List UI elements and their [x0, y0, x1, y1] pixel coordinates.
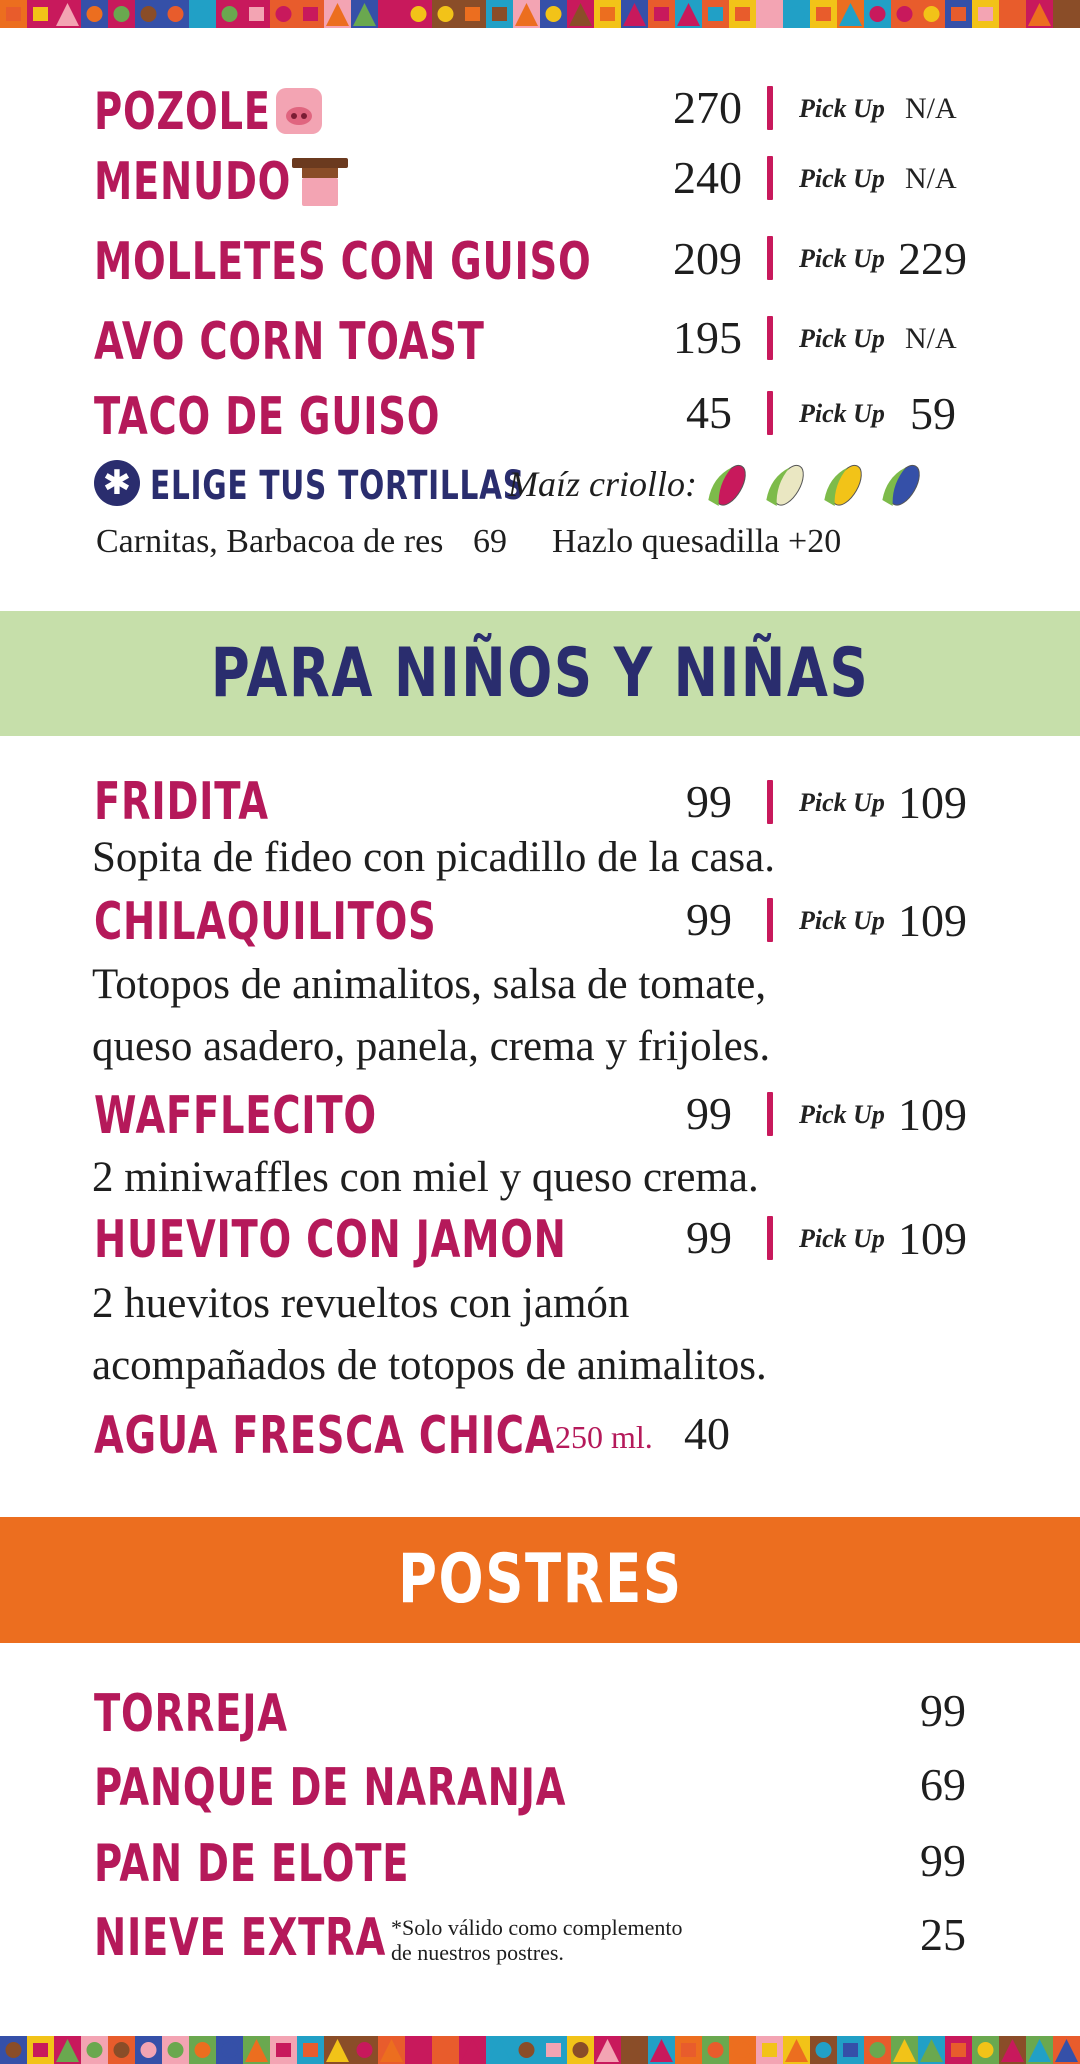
pattern-shape — [87, 6, 103, 22]
item-note: de nuestros postres. — [391, 1940, 564, 1965]
price: 99 — [686, 1088, 732, 1139]
pattern-shape — [141, 6, 157, 22]
menu-item-name-agua-fresca-chica: AGUA FRESCA CHICA — [94, 1406, 556, 1466]
pickup-price: N/A — [905, 92, 957, 125]
pickup-price: 109 — [898, 1213, 967, 1264]
menu-item-name-menudo: MENUDO — [94, 152, 292, 212]
pattern-shape — [411, 6, 427, 22]
pattern-shape — [276, 6, 292, 22]
pattern-shape — [978, 2042, 994, 2058]
fillings-text: Carnitas, Barbacoa de res — [96, 523, 444, 560]
pattern-shape — [438, 2043, 453, 2057]
decorative-pattern-top — [0, 0, 1080, 28]
pattern-shape — [789, 6, 805, 22]
menu-item-name-huevito-con-jamon: HUEVITO CON JAMON — [94, 1210, 567, 1270]
price: 25 — [920, 1909, 966, 1960]
item-description: queso asadero, panela, crema y frijoles. — [92, 1023, 771, 1070]
pattern-shape — [357, 2042, 373, 2058]
price-divider — [767, 86, 773, 130]
pickup-label: Pick Up — [799, 164, 885, 193]
price-divider — [767, 391, 773, 435]
pattern-shape — [654, 7, 669, 21]
price-divider — [767, 316, 773, 360]
item-description: Totopos de animalitos, salsa de tomate, — [92, 961, 767, 1008]
pattern-shape — [951, 7, 966, 21]
menu-item-name-nieve-extra: NIEVE EXTRA — [94, 1908, 387, 1968]
corn-icons — [700, 458, 930, 514]
pattern-shape — [6, 2042, 22, 2058]
pattern-shape — [519, 2042, 535, 2058]
menu-item-name-molletes: MOLLETES CON GUISO — [94, 232, 592, 292]
pattern-shape — [168, 2042, 184, 2058]
pattern-shape — [870, 6, 886, 22]
pattern-strip — [0, 0, 1080, 28]
pattern-shape — [222, 2042, 238, 2058]
pattern-shape — [546, 6, 562, 22]
pattern-shape — [924, 6, 940, 22]
asterisk-icon: ✱ — [94, 460, 140, 506]
price: 99 — [686, 776, 732, 827]
pattern-shape — [762, 2043, 777, 2057]
menu-item-name-wafflecito: WAFFLECITO — [94, 1086, 377, 1146]
section-title: PARA NIÑOS Y NIÑAS — [210, 633, 870, 713]
price-divider — [767, 1092, 773, 1136]
price: 270 — [673, 82, 742, 133]
item-description: Sopita de fideo con picadillo de la casa. — [92, 834, 775, 881]
pattern-shape — [600, 7, 615, 21]
pickup-label: Pick Up — [799, 1100, 885, 1129]
pickup-label: Pick Up — [799, 788, 885, 817]
pattern-shape — [303, 2043, 318, 2057]
pattern-strip — [0, 2036, 1080, 2064]
price: 99 — [920, 1685, 966, 1736]
pickup-price: 109 — [898, 777, 967, 828]
section-header-kids — [0, 611, 1080, 736]
pattern-shape — [222, 6, 238, 22]
pickup-label: Pick Up — [799, 906, 885, 935]
pattern-shape — [681, 2043, 696, 2057]
pig-icon — [274, 86, 324, 136]
pattern-shape — [897, 6, 913, 22]
section-header-desserts — [0, 1517, 1080, 1643]
price: 99 — [686, 1212, 732, 1263]
price-divider — [767, 236, 773, 280]
pot-icon — [290, 156, 350, 208]
pattern-shape — [843, 2043, 858, 2057]
pattern-shape — [114, 2042, 130, 2058]
corn-icon — [706, 459, 752, 512]
decorative-pattern-bottom — [0, 2036, 1080, 2064]
menu-item-name-pozole: POZOLE — [94, 82, 271, 142]
pattern-shape — [195, 6, 211, 22]
pattern-shape — [141, 2042, 157, 2058]
pattern-shape — [6, 7, 21, 21]
item-description: 2 miniwaffles con miel y queso crema. — [92, 1154, 759, 1201]
pattern-shape — [870, 2042, 886, 2058]
pattern-shape — [33, 7, 48, 21]
menu-item-name-taco-de-guiso: TACO DE GUISO — [94, 387, 441, 447]
section-title: POSTRES — [397, 1540, 683, 1619]
pattern-shape — [87, 2042, 103, 2058]
pickup-price: N/A — [905, 322, 957, 355]
pattern-shape — [951, 2043, 966, 2057]
pickup-price: 109 — [898, 1089, 967, 1140]
pickup-label: Pick Up — [799, 324, 885, 353]
pattern-shape — [816, 2042, 832, 2058]
pattern-shape — [168, 6, 184, 22]
item-description: 2 huevitos revueltos con jamón — [92, 1280, 630, 1327]
tortillas-title: ELIGE TUS TORTILLAS — [150, 463, 525, 509]
pickup-label: Pick Up — [799, 244, 885, 273]
pattern-shape — [708, 7, 723, 21]
pickup-label: Pick Up — [799, 1224, 885, 1253]
price: 209 — [673, 233, 742, 284]
pattern-shape — [114, 6, 130, 22]
pattern-shape — [276, 2043, 291, 2057]
pattern-shape — [411, 2043, 426, 2057]
price-divider — [767, 156, 773, 200]
pattern-shape — [303, 7, 318, 21]
pickup-price: 59 — [910, 388, 956, 439]
pattern-shape — [465, 7, 480, 21]
item-description: acompañados de totopos de animalitos. — [92, 1342, 767, 1389]
price: 99 — [920, 1835, 966, 1886]
pattern-shape — [735, 2042, 751, 2058]
maiz-criollo-label: Maíz criollo: — [508, 464, 697, 504]
menu-item-name-torreja: TORREJA — [94, 1684, 288, 1744]
pattern-shape — [573, 2042, 589, 2058]
price: 40 — [684, 1408, 730, 1459]
fillings-price: 69 — [473, 523, 507, 560]
pattern-shape — [384, 7, 399, 21]
corn-icon — [822, 459, 868, 512]
price: 69 — [920, 1759, 966, 1810]
pattern-shape — [195, 2042, 211, 2058]
menu-item-name-pan-de-elote: PAN DE ELOTE — [94, 1834, 410, 1894]
price: 99 — [686, 894, 732, 945]
pickup-price: 229 — [898, 233, 967, 284]
pattern-shape — [978, 7, 993, 21]
pattern-shape — [708, 2042, 724, 2058]
price-divider — [767, 1216, 773, 1260]
pattern-shape — [627, 2043, 642, 2057]
pattern-shape — [438, 6, 454, 22]
pattern-shape — [735, 7, 750, 21]
quesadilla-text: Hazlo quesadilla +20 — [552, 523, 842, 560]
corn-icon — [880, 459, 926, 512]
pattern-shape — [816, 7, 831, 21]
pickup-label: Pick Up — [799, 399, 885, 428]
menu-item-name-panque-de-naranja: PANQUE DE NARANJA — [94, 1758, 567, 1818]
pattern-shape — [249, 7, 264, 21]
price: 195 — [673, 312, 742, 363]
price: 45 — [686, 387, 732, 438]
menu-item-name-chilaquilitos: CHILAQUILITOS — [94, 892, 437, 952]
menu-item-name-avo-corn-toast: AVO CORN TOAST — [94, 312, 485, 372]
pickup-label: Pick Up — [799, 94, 885, 123]
price-divider — [767, 898, 773, 942]
pattern-shape — [492, 7, 507, 21]
pickup-price: 109 — [898, 895, 967, 946]
pickup-price: N/A — [905, 162, 957, 195]
corn-icon — [764, 459, 810, 512]
size-label: 250 ml. — [555, 1419, 653, 1455]
pattern-shape — [546, 2043, 561, 2057]
item-note: *Solo válido como complemento — [391, 1915, 683, 1940]
price: 240 — [673, 152, 742, 203]
pattern-shape — [33, 2043, 48, 2057]
menu-item-name-fridita: FRIDITA — [94, 772, 269, 832]
price-divider — [767, 780, 773, 824]
